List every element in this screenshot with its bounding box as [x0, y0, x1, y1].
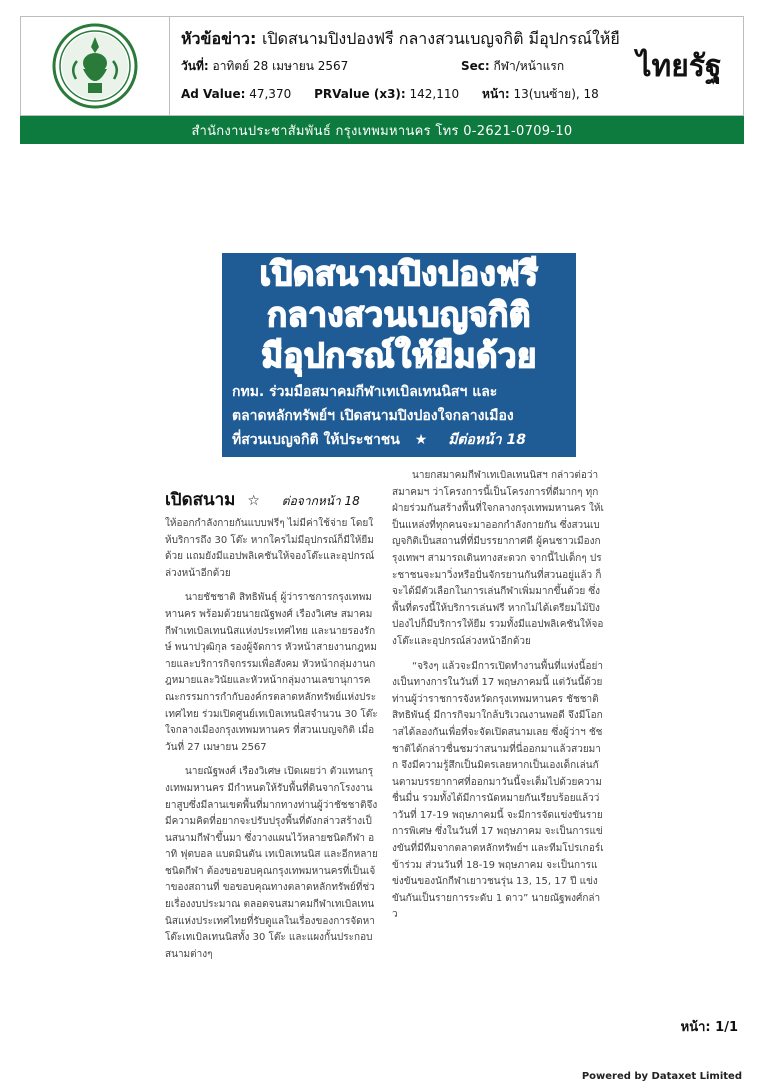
ad-value-label: Ad Value: — [181, 87, 246, 101]
headline-line: เปิดสนามปิงปองฟรี — [259, 257, 539, 293]
star-outline-icon: ☆ — [247, 493, 260, 509]
date-label: วันที่: — [181, 59, 209, 73]
news-title-row — [181, 27, 620, 52]
section-label: Sec: — [461, 59, 490, 73]
article-paragraph: นายณัฐพงศ์ เรืองวิเศษ เปิดเผยว่า ตัวแทนกรุงเทพมหานคร มีกำหนดให้รับพื้นที่ดินจากโรงงานยาสูบซึ่งมีลานเขตพื้นที่มากทางท่านผู้ว่าชัชชาติจึงมีความคิดที่อยากจะปรับปรุงพื้นที่ดังกล่าวสร้างเป็นสนามกีฬาขึ้นมา ซึ่งวางแผนไว้หลายชนิดกีฬา อาทิ ฟุตบอล แบดมินตัน เทเบิลเทนนิส และอีกหลายชนิดกีฬา ต้องขอขอบคุณกรุงเทพมหานครที่เป็นเจ้าของสถานที่ ขอขอบคุณทางตลาดหลักทรัพย์ที่ช่วยเรื่องงบประมาณ ตลอดจนสมาคมกีฬาเทเบิลเทนนิสแห่งประเทศไทยที่รับดูแลในเรื่องของการจัดหาโต๊ะเทเบิลเทนนิสทั้ง 30 โต๊ะ และแผงกั้นประกอบสนามต่างๆ — [165, 766, 378, 960]
article-paragraph: นายกสมาคมกีฬาเทเบิลเทนนิสฯ กล่าวต่อว่า สมาคมฯ ว่าโครงการนี้เป็นโครงการที่ดีมากๆ ทุกฝ่ายร่วมกันสร้างพื้นที่ใจกลางกรุงเทพมหานคร ให้เป็นแหล่งที่ทุกคนจะมาออกกำลังกายกัน ซึ่งสวนเบญจกิติเป็นสถานที่ที่มีบรรยากาศดี ผู้คนชาวเมืองกรุงเทพฯ สามารถเดินทางสะดวก จากนี้ไปเด็กๆ ประชาชนจะมาวิ่งหรือปั่นจักรยานกันที่สวนอยู่แล้ว ก็จะได้มีตัวเลือกในการเล่นกีฬาเพิ่มมากขึ้นด้วย ซึ่งพื้นที่ตรงนี้ให้บริการเล่นฟรี หากไม่ได้เตรียมไม้ปิงปองไปก็มีบริการให้ยืม รวมทั้งมีแอปพลิเคชันให้จองโต๊ะและอุปกรณ์ล่วงหน้าอีกด้วย — [392, 470, 604, 647]
title-label: หัวข้อข่าว: — [181, 29, 257, 48]
page-value: 13(บนซ้าย), 18 — [513, 87, 599, 101]
bangkok-seal-icon — [52, 23, 138, 109]
subhead-line-text: ที่สวนเบญจกิติ ให้ประชาชน — [232, 432, 400, 448]
star-icon: ★ — [414, 432, 428, 448]
section-row — [461, 57, 564, 76]
prvalue-label: PRValue (x3): — [314, 87, 406, 101]
continue-note: มีต่อหน้า 18 — [448, 432, 526, 448]
article-column-left — [165, 489, 378, 971]
page-counter: หน้า: 1/1 — [680, 1020, 738, 1035]
publication-masthead: ไทยรัฐ — [636, 49, 722, 83]
lead-continued: ต่อจากหน้า 18 — [281, 494, 360, 508]
clip-subhead — [232, 380, 568, 452]
date-value: อาทิตย์ 28 เมษายน 2567 — [212, 59, 349, 73]
headline-line: กลางสวนเบญจกิติ — [267, 298, 531, 334]
page-label: หน้า: — [482, 87, 510, 101]
article-paragraph: ให้ออกกำลังกายกันแบบฟรีๆ ไม่มีค่าใช้จ่าย โดยให้บริการถึง 30 โต๊ะ หากใครไม่มีอุปกรณ์ก็มีให้ยืมด้วย แถมยังมีแอปพลิเคชันให้จองโต๊ะและอุปกรณ์ล่วงหน้าอีกด้วย — [165, 518, 375, 579]
headline-clip — [222, 253, 576, 457]
section-value: กีฬา/หน้าแรก — [493, 59, 565, 73]
clip-headline — [228, 255, 570, 378]
logo-box — [21, 17, 170, 115]
pr-office-banner: สำนักงานประชาสัมพันธ์ กรุงเทพมหานคร โทร 0-2621-0709-10 — [20, 116, 744, 144]
title-value: เปิดสนามปิงปองฟรี กลางสวนเบญจกิติ มีอุปกรณ์ให้ยื — [261, 29, 620, 48]
value-row — [181, 85, 599, 104]
clip-meta — [181, 17, 620, 115]
article-lead — [165, 489, 378, 512]
subhead-line — [232, 428, 568, 452]
lead-word: เปิดสนาม — [165, 490, 236, 510]
article-paragraph: นายชัชชาติ สิทธิพันธุ์ ผู้ว่าราชการกรุงเทพมหานคร พร้อมด้วยนายณัฐพงศ์ เรืองวิเศษ สมาคมกีฬาเทเบิลเทนนิสแห่งประเทศไทย และนายรองรักษ์ พนาปวุฒิกุล รองผู้จัดการ หัวหน้าสายงานกฎหมายและบริการกิจกรรมเพื่อสังคม หัวหน้ากลุ่มงานกฎหมายและวินัยและหัวหน้ากลุ่มงานเลขานุการคณะกรรมการกำกับองค์กรตลาดหลักทรัพย์แห่งประเทศไทย ร่วมเปิดศูนย์เทเบิลเทนนิสจำนวน 30 โต๊ะ ใจกลางเมืองกรุงเทพมหานคร ที่สวนเบญจกิติ เมื่อวันที่ 27 เมษายน 2567 — [165, 592, 378, 753]
powered-by: Powered by Dataxet Limited — [581, 1071, 742, 1082]
headline-line: มีอุปกรณ์ให้ยืมด้วย — [261, 339, 537, 375]
article-column-right — [392, 468, 604, 932]
clipping-header — [20, 16, 744, 116]
article-paragraph: “จริงๆ แล้วจะมีการเปิดทำงานพื้นที่แห่งนี้อย่างเป็นทางการในวันที่ 17 พฤษภาคมนี้ แต่วันนี้ด้วยท่านผู้ว่าราชการจังหวัดกรุงเทพมหานคร ชัชชาติ สิทธิพันธุ์ มีการกิจมาใกล้บริเวณงานพอดี จึงมีโอกาสได้ลองกันเพื่อที่จะจัดเปิดสนามเลย ซึ่งผู้ว่าฯ ชัชชาติได้กล่าวชื่นชมว่าสนามที่นี่ออกมาแล้วสวยมาก จึงมีความรู้สึกเป็นมิตรเลยหากเป็นเองเด็กเล่นกันตามบรรยากาศที่ออกมาวันนี้จะเต็มไปด้วยความชื่นมื่น รวมทั้งได้มีการนัดหมายกันเรียบร้อยแล้วว่าวันที่ 17-19 พฤษภาคมนี้ จะมีการจัดแข่งขันรายการพิเศษ ซึ่งในวันที่ 17 พฤษภาคม จะเป็นการแข่งขันที่มีทีมจากตลาดหลักทรัพย์ฯ และทีมโปรเกอร์เข้าร่วม ส่วนวันที่ 18-19 พฤษภาคม จะเป็นการแข่งขันของนักกีฬาเยาวชนรุ่น 13, 15, 17 ปี แข่งขันกันเป็นรายการระดับ 1 ดาว” นายณัฐพงศ์กล่าว — [392, 660, 604, 921]
prvalue: 142,110 — [409, 87, 460, 101]
date-row — [181, 57, 348, 76]
subhead-line: ตลาดหลักทรัพย์ฯ เปิดสนามปิงปองใจกลางเมือง — [232, 408, 514, 424]
subhead-line: กทม. ร่วมมือสมาคมกีฬาเทเบิลเทนนิสฯ และ — [232, 384, 498, 400]
ad-value: 47,370 — [249, 87, 292, 101]
